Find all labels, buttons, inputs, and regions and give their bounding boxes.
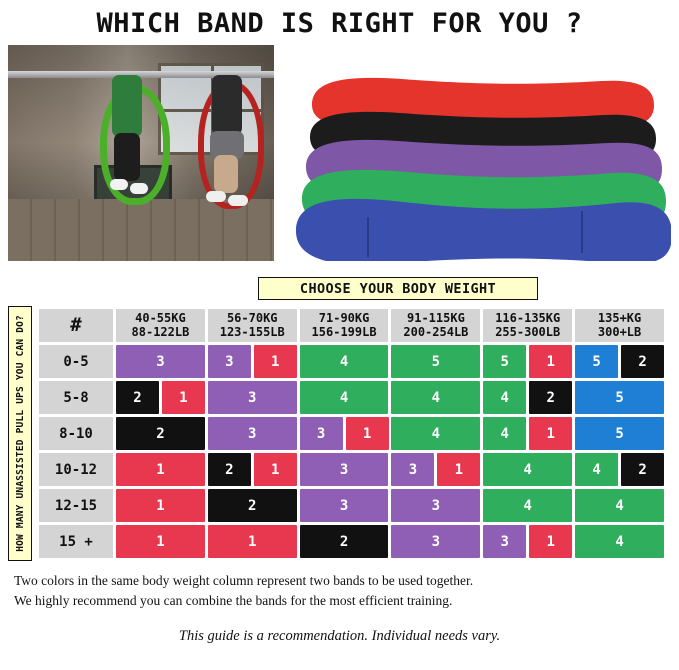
- cell-r5-c2: [208, 489, 297, 522]
- column-header-3: [300, 309, 389, 342]
- cell-r6-c1: [116, 525, 205, 558]
- cell-r2-c6: [575, 381, 664, 414]
- cell-r2-c4: [391, 381, 480, 414]
- cell-r5-c5: [483, 489, 572, 522]
- band-chip-green: 4: [391, 381, 480, 414]
- cell-r3-c6: [575, 417, 664, 450]
- chip-group: [575, 453, 664, 486]
- cell-r1-c3: [300, 345, 389, 378]
- gym-photo: [8, 45, 274, 261]
- band-blue: [296, 199, 671, 261]
- chip-group: [208, 525, 297, 558]
- table-row: [39, 525, 664, 558]
- chip-group: [483, 525, 572, 558]
- table-header-row: [39, 309, 664, 342]
- chip-group: [575, 381, 664, 414]
- choose-body-weight-banner: CHOOSE YOUR BODY WEIGHT: [258, 277, 538, 300]
- chip-group: [208, 417, 297, 450]
- chip-group: [300, 453, 389, 486]
- column-header-lb: 300+LB: [597, 324, 642, 339]
- row-label-5: 12-15: [39, 489, 113, 522]
- band-chip-green: 5: [391, 345, 480, 378]
- chip-group: [116, 525, 205, 558]
- chip-group: [391, 525, 480, 558]
- chip-group: [116, 417, 205, 450]
- page-title: WHICH BAND IS RIGHT FOR YOU ?: [96, 8, 583, 39]
- row-label-6: 15 +: [39, 525, 113, 558]
- chip-group: [483, 489, 572, 522]
- cell-r3-c2: [208, 417, 297, 450]
- chip-group: [116, 381, 205, 414]
- athlete-two-shoe-2: [228, 195, 248, 206]
- header-corner: #: [39, 309, 113, 342]
- column-header-kg: 116-135KG: [495, 310, 561, 325]
- band-chip-green: 4: [575, 525, 664, 558]
- band-chip-green: 4: [575, 453, 618, 486]
- cell-r5-c3: [300, 489, 389, 522]
- band-chip-red: 1: [529, 417, 572, 450]
- band-chip-purple: 3: [116, 345, 205, 378]
- column-header-2: [208, 309, 297, 342]
- band-chip-red: 1: [529, 345, 572, 378]
- band-chip-green: 4: [483, 417, 526, 450]
- band-chip-red: 1: [116, 489, 205, 522]
- band-chip-purple: 3: [208, 345, 251, 378]
- row-label-1: 0-5: [39, 345, 113, 378]
- chip-group: [300, 381, 389, 414]
- band-chip-purple: 3: [300, 453, 389, 486]
- cell-r6-c3: [300, 525, 389, 558]
- table-row: [39, 417, 664, 450]
- pullups-axis-label-text: HOW MANY UNASSISTED PULL UPS YOU CAN DO?: [14, 315, 26, 552]
- table-row: [39, 381, 664, 414]
- chip-group: [391, 417, 480, 450]
- band-chip-black: 2: [529, 381, 572, 414]
- band-chip-green: 4: [575, 489, 664, 522]
- band-chip-purple: 3: [483, 525, 526, 558]
- photo-row: [0, 45, 679, 261]
- cell-r5-c4: [391, 489, 480, 522]
- athlete-two-shoe: [206, 191, 226, 202]
- column-header-lb: 123-155LB: [219, 324, 285, 339]
- cell-r2-c5: [483, 381, 572, 414]
- band-chip-red: 1: [529, 525, 572, 558]
- footnotes: [0, 561, 679, 647]
- chip-group: [391, 345, 480, 378]
- cell-r6-c6: [575, 525, 664, 558]
- band-chip-green: 4: [483, 489, 572, 522]
- chip-group: [575, 345, 664, 378]
- footnote-line-1: Two colors in the same body weight column represent two bands to be used together.: [14, 573, 474, 588]
- cell-r6-c4: [391, 525, 480, 558]
- chip-group: [208, 489, 297, 522]
- band-chip-red: 1: [116, 525, 205, 558]
- band-chip-red: 1: [116, 453, 205, 486]
- chip-group: [116, 345, 205, 378]
- cell-r3-c5: [483, 417, 572, 450]
- chart-area: [0, 261, 679, 561]
- band-chip-black: 2: [621, 453, 664, 486]
- column-header-lb: 156-199LB: [311, 324, 377, 339]
- column-header-lb: 88-122LB: [131, 324, 190, 339]
- chip-group: [575, 417, 664, 450]
- row-label-2: 5-8: [39, 381, 113, 414]
- chip-group: [300, 525, 389, 558]
- band-chip-purple: 3: [208, 381, 297, 414]
- chip-group: [208, 381, 297, 414]
- column-header-kg: 71-90KG: [318, 310, 370, 325]
- athlete-one-shoe: [110, 179, 128, 190]
- chip-group: [300, 417, 389, 450]
- band-chip-blue: 5: [575, 345, 618, 378]
- band-chip-red: 1: [208, 525, 297, 558]
- band-chip-green: 4: [483, 381, 526, 414]
- bands-photo: [282, 45, 671, 261]
- band-chip-purple: 3: [300, 489, 389, 522]
- band-recommendation-table: [36, 306, 667, 561]
- row-label-4: 10-12: [39, 453, 113, 486]
- athlete-one-shoe-2: [130, 183, 148, 194]
- chip-group: [483, 345, 572, 378]
- chip-group: [391, 453, 480, 486]
- chip-group: [483, 381, 572, 414]
- athlete-one-legs: [114, 133, 140, 181]
- band-chip-black: 2: [208, 453, 251, 486]
- chip-group: [483, 453, 572, 486]
- cell-r4-c4: [391, 453, 480, 486]
- cell-r3-c3: [300, 417, 389, 450]
- band-chip-blue: 5: [575, 381, 664, 414]
- athlete-two-legs: [214, 155, 238, 193]
- chip-group: [300, 345, 389, 378]
- chart-row: [8, 306, 671, 561]
- chip-group: [483, 417, 572, 450]
- band-chip-green: 4: [391, 417, 480, 450]
- band-chip-black: 2: [208, 489, 297, 522]
- cell-r1-c4: [391, 345, 480, 378]
- cell-r6-c2: [208, 525, 297, 558]
- cell-r3-c1: [116, 417, 205, 450]
- band-chip-red: 1: [162, 381, 205, 414]
- footnote-line-3: This guide is a recommendation. Individual needs vary.: [178, 628, 501, 645]
- athlete-two: [212, 75, 242, 135]
- band-chip-purple: 3: [391, 525, 480, 558]
- cell-r1-c1: [116, 345, 205, 378]
- cell-r1-c5: [483, 345, 572, 378]
- column-header-kg: 56-70KG: [226, 310, 278, 325]
- column-header-4: [391, 309, 480, 342]
- band-chip-green: 4: [300, 345, 389, 378]
- cell-r3-c4: [391, 417, 480, 450]
- band-chip-green: 5: [483, 345, 526, 378]
- cell-r4-c5: [483, 453, 572, 486]
- cell-r5-c1: [116, 489, 205, 522]
- table-row: [39, 453, 664, 486]
- table-row: [39, 489, 664, 522]
- chip-group: [391, 381, 480, 414]
- cell-r2-c1: [116, 381, 205, 414]
- column-header-lb: 255-300LB: [495, 324, 561, 339]
- cell-r6-c5: [483, 525, 572, 558]
- band-chip-purple: 3: [208, 417, 297, 450]
- band-chip-green: 4: [300, 381, 389, 414]
- footnote-line-2: We highly recommend you can combine the bands for the most efficient training.: [14, 592, 453, 608]
- column-header-kg: 40-55KG: [135, 310, 186, 325]
- chip-group: [575, 525, 664, 558]
- cell-r2-c2: [208, 381, 297, 414]
- band-chip-black: 2: [300, 525, 389, 558]
- cell-r5-c6: [575, 489, 664, 522]
- cell-r1-c2: [208, 345, 297, 378]
- cell-r4-c2: [208, 453, 297, 486]
- column-header-kg: 91-115KG: [407, 310, 465, 325]
- band-chip-red: 1: [254, 345, 297, 378]
- band-chip-purple: 3: [300, 417, 343, 450]
- cell-r4-c1: [116, 453, 205, 486]
- pullups-axis-label: [8, 306, 32, 561]
- column-header-1: [116, 309, 205, 342]
- chip-group: [116, 453, 205, 486]
- band-chip-black: 2: [116, 417, 205, 450]
- athlete-one: [112, 75, 142, 137]
- column-header-lb: 200-254LB: [403, 324, 469, 339]
- band-chip-red: 1: [437, 453, 480, 486]
- chip-group: [208, 453, 297, 486]
- row-label-3: 8-10: [39, 417, 113, 450]
- band-chip-blue: 5: [575, 417, 664, 450]
- cell-r2-c3: [300, 381, 389, 414]
- column-header-kg: 135+KG: [597, 310, 642, 325]
- chip-group: [391, 489, 480, 522]
- table-header: [39, 309, 664, 342]
- column-header-5: [483, 309, 572, 342]
- cell-r4-c3: [300, 453, 389, 486]
- chip-group: [575, 489, 664, 522]
- band-chip-purple: 3: [391, 453, 434, 486]
- table-row: [39, 345, 664, 378]
- column-header-6: [575, 309, 664, 342]
- chip-group: [300, 489, 389, 522]
- chip-group: [116, 489, 205, 522]
- band-chip-black: 2: [621, 345, 664, 378]
- band-chip-purple: 3: [391, 489, 480, 522]
- table-body: [39, 345, 664, 558]
- chip-group: [208, 345, 297, 378]
- cell-r4-c6: [575, 453, 664, 486]
- band-chip-green: 4: [483, 453, 572, 486]
- band-chip-red: 1: [254, 453, 297, 486]
- band-chip-red: 1: [346, 417, 389, 450]
- cell-r1-c6: [575, 345, 664, 378]
- band-chip-black: 2: [116, 381, 159, 414]
- resistance-bands-illustration: [282, 45, 671, 261]
